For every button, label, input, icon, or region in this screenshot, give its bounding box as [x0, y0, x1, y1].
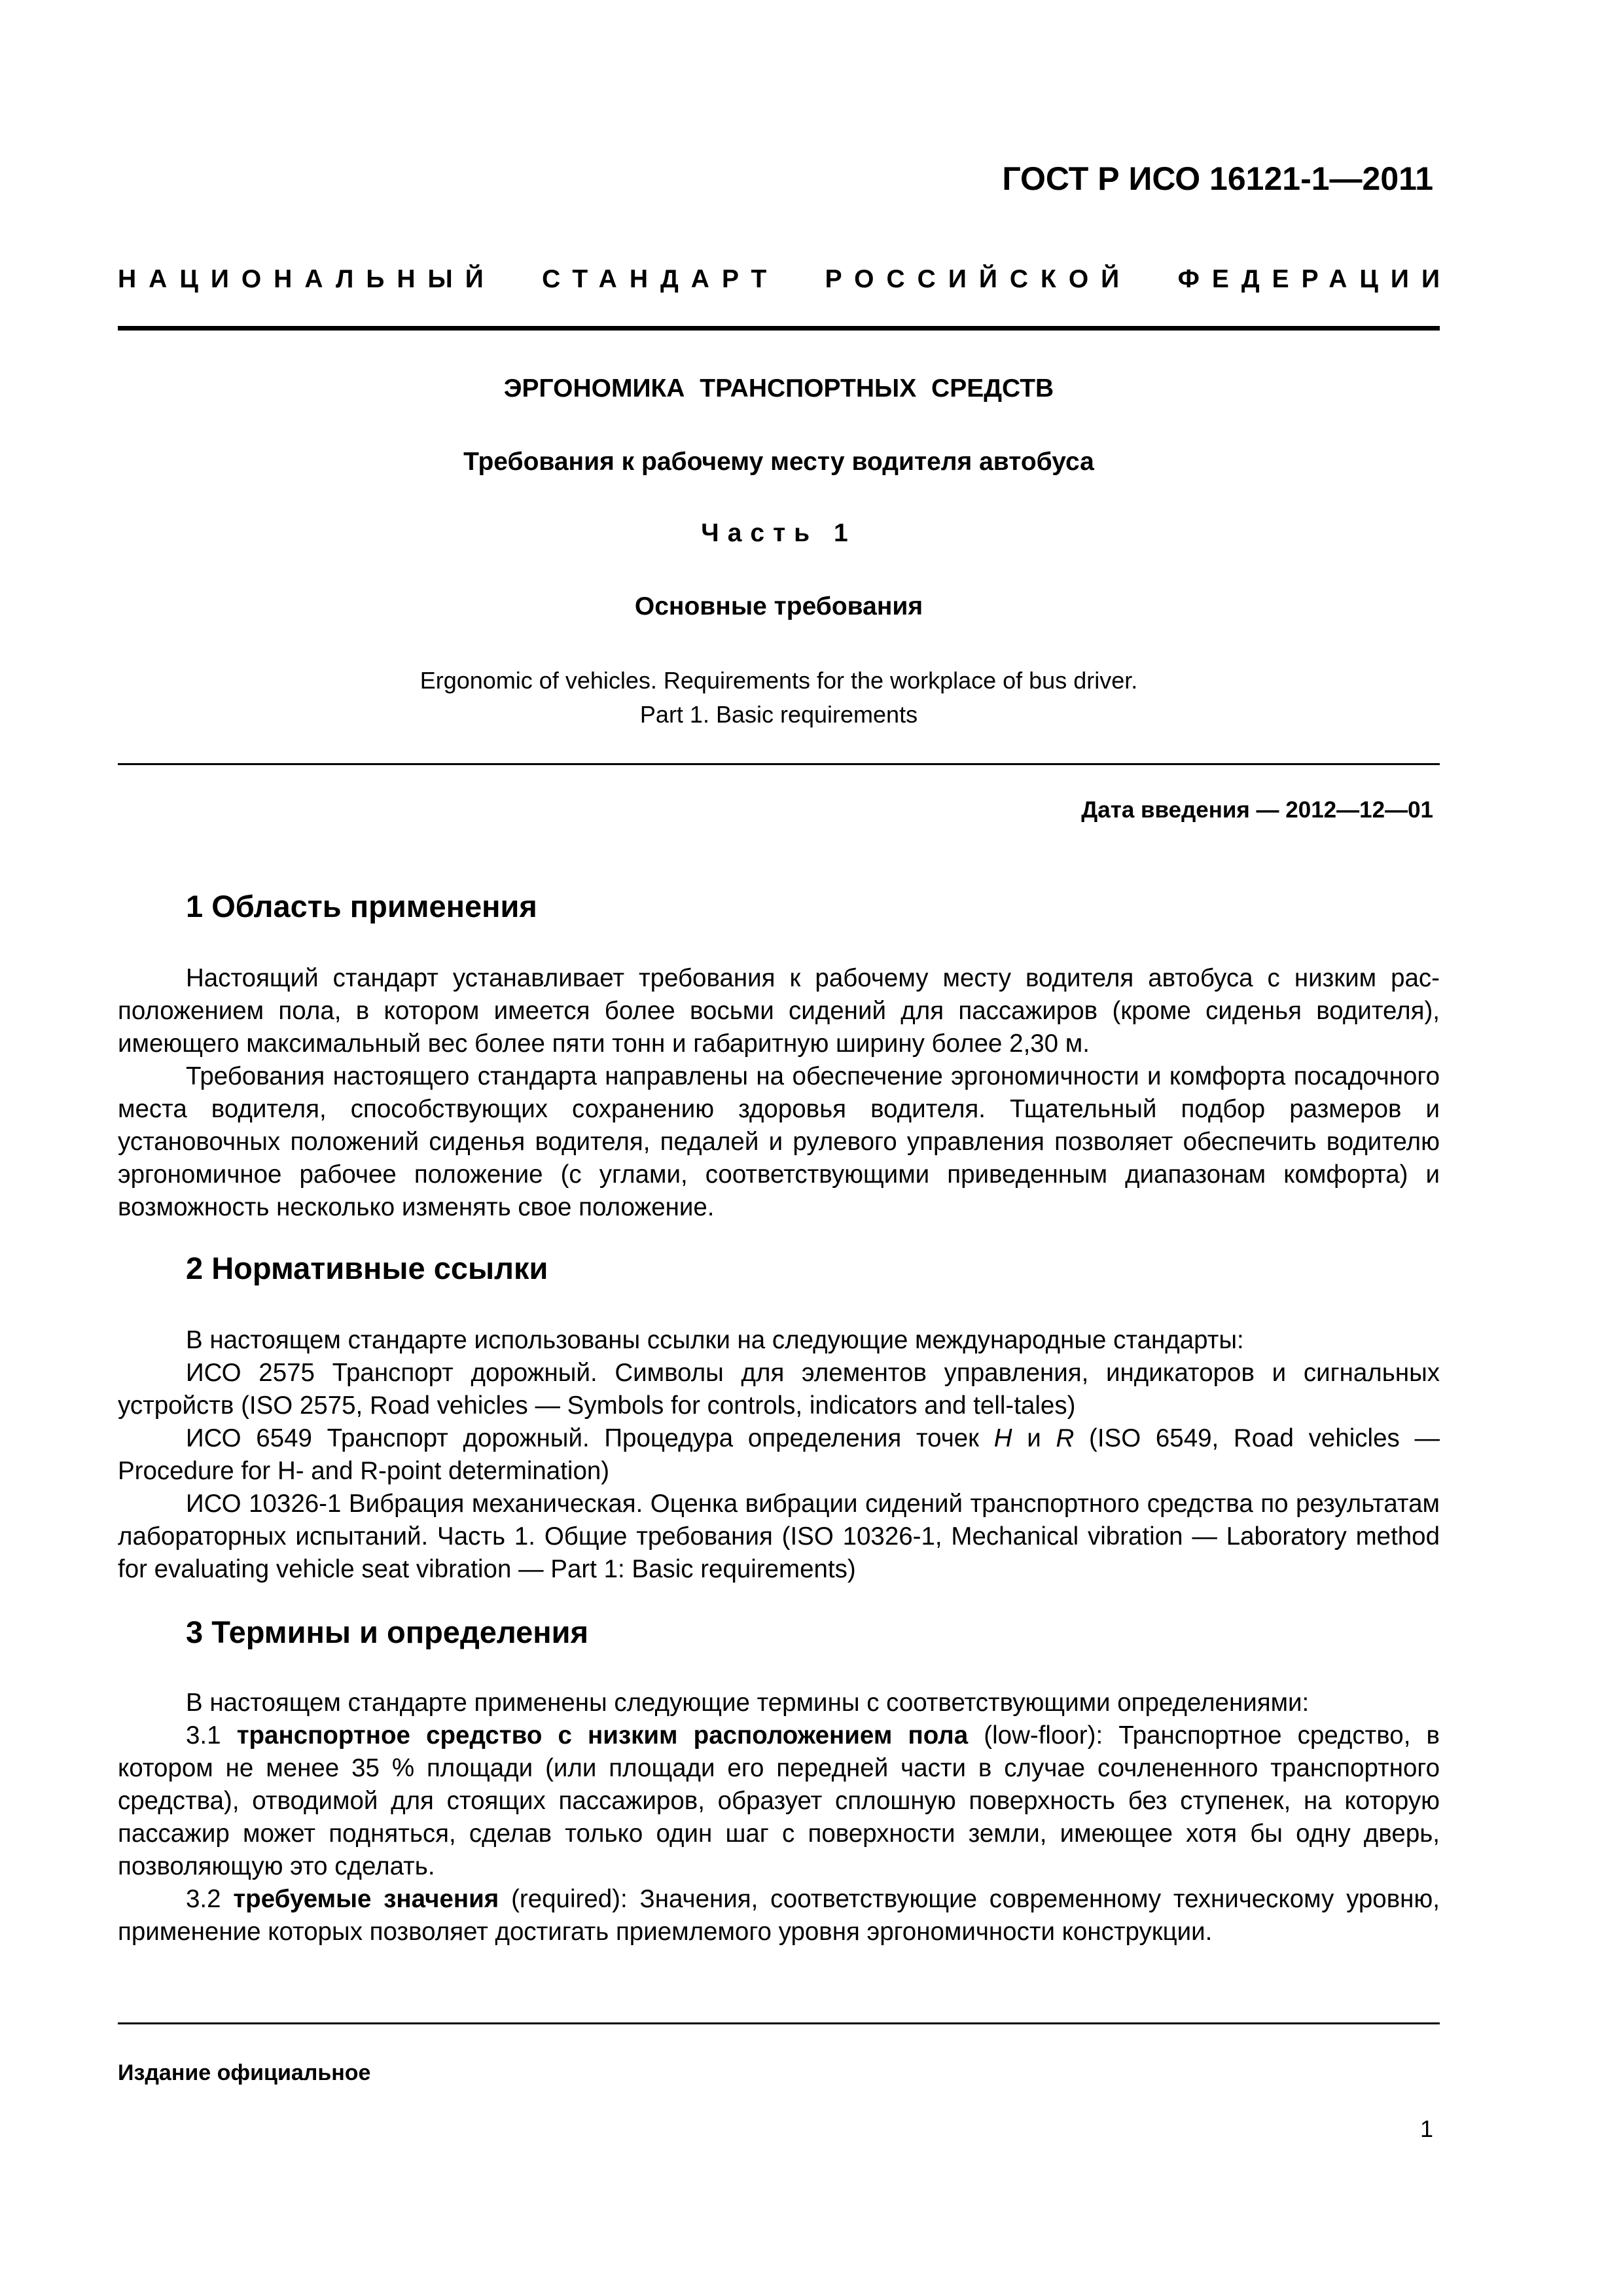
- document-subtitle: Требования к рабочему месту водителя автобуса: [463, 448, 1094, 476]
- page-number: 1: [1419, 2115, 1433, 2142]
- definition-text: (required): Значения, соответствующие современному техническому уровню, применение которых позволяет достигать приемлемого уровня эргономичности конструкции.: [118, 1885, 1440, 1946]
- section-heading: 2 Нормативные ссылки: [186, 1251, 548, 1285]
- english-title: [118, 664, 1440, 732]
- banner-word: НАЦИОНАЛЬНЫЙ: [118, 265, 496, 293]
- section-body: [118, 1687, 1440, 1948]
- introduction-date: Дата введения — 2012—12—01: [1081, 797, 1433, 823]
- term: требуемые значения: [233, 1885, 499, 1913]
- paragraph: В настоящем стандарте применены следующие термины с соответствующими определениями:: [186, 1689, 1310, 1717]
- section-body: [118, 962, 1440, 1224]
- reference-iso-10326: ИСО 10326-1 Вибрация механическая. Оценка вибрации сидений транспортного средства по результатам лабораторных испытаний. Часть 1. Общие требования (ISO 10326-1, Mechanical vibration — Laboratory method for evaluating vehicle seat vibration — Part 1: Basic requirements): [118, 1490, 1440, 1583]
- section-body: [118, 1324, 1440, 1586]
- title-divider: [118, 763, 1440, 765]
- banner-word: СТАНДАРТ: [542, 265, 779, 293]
- section-heading: 3 Термины и определения: [186, 1615, 588, 1649]
- reference-text: (ISO 6549, Road vehicles — Procedure for H- and R-point determination): [118, 1424, 1440, 1485]
- paragraph: В настоящем стандарте использованы ссылки на следующие международные стандарты:: [186, 1326, 1244, 1354]
- document-title: ЭРГОНОМИКА ТРАНСПОРТНЫХ СРЕДСТВ: [503, 374, 1054, 403]
- term: транспортное средство с низким расположением пола: [236, 1721, 969, 1749]
- reference-text: и: [1012, 1424, 1056, 1452]
- part-title: Основные требования: [634, 592, 923, 620]
- standard-code: ГОСТ Р ИСО 16121-1—2011: [1002, 160, 1433, 197]
- publication-note: Издание официальное: [118, 2060, 371, 2085]
- footer-divider: [118, 2022, 1440, 2024]
- term-number: 3.2: [186, 1885, 234, 1913]
- english-title-line: Part 1. Basic requirements: [639, 701, 918, 728]
- reference-iso-2575: ИСО 2575 Транспорт дорожный. Символы для элементов управления, индикаторов и сигнальных устройств (ISO 2575, Road vehicles — Symbols for controls, indicators and tell-tales): [118, 1359, 1440, 1420]
- national-standard-banner: [118, 265, 1452, 294]
- header-divider: [118, 326, 1440, 331]
- term-number: 3.1: [186, 1721, 237, 1749]
- definition-text: (low-floor): Транспортное средство, в котором не менее 35 % площади (или площади его передней части в случае сочлененного транспортного средства), отводимой для стоящих пассажиров, образует сплошную поверхность без ступенек, на которую пассажир может подняться, сделав только один шаг с поверхности земли, имеющее хотя бы одну дверь, позволяющую это сделать.: [118, 1721, 1440, 1880]
- reference-text: ИСО 6549 Транспорт дорожный. Процедура определения точек: [186, 1424, 994, 1452]
- banner-word: ФЕДЕРАЦИИ: [1177, 265, 1452, 293]
- term-definition: [118, 1883, 1440, 1948]
- english-title-line: Ergonomic of vehicles. Requirements for the workplace of bus driver.: [419, 667, 1138, 694]
- paragraph: Настоящий стандарт устанавливает требования к рабочему месту водителя автобуса с низким расположением пола, в котором имеется более восьми сидений для пассажиров (кроме сиденья водителя), имеющего максимальный вес более пяти тонн и габаритную ширину более 2,30 м.: [118, 964, 1440, 1058]
- h-point-symbol: H: [993, 1424, 1012, 1452]
- reference-iso-6549: [118, 1422, 1440, 1488]
- term-definition: [118, 1719, 1440, 1883]
- part-label: Часть 1: [701, 519, 857, 547]
- paragraph: Требования настоящего стандарта направлены на обеспечение эргономичности и комфорта посадочного места водителя, способствующих сохранению здоровья водителя. Тщательный подбор размеров и установочных положений сиденья водителя, педалей и рулевого управления позволяет обеспечить водителю эргономичное рабочее положение (с углами, соответствующими приведенным диапазонам комфорта) и возможность несколько изменять свое положение.: [118, 1062, 1440, 1221]
- banner-word: РОССИЙСКОЙ: [825, 265, 1132, 293]
- section-heading: 1 Область применения: [186, 889, 537, 924]
- r-point-symbol: R: [1056, 1424, 1075, 1452]
